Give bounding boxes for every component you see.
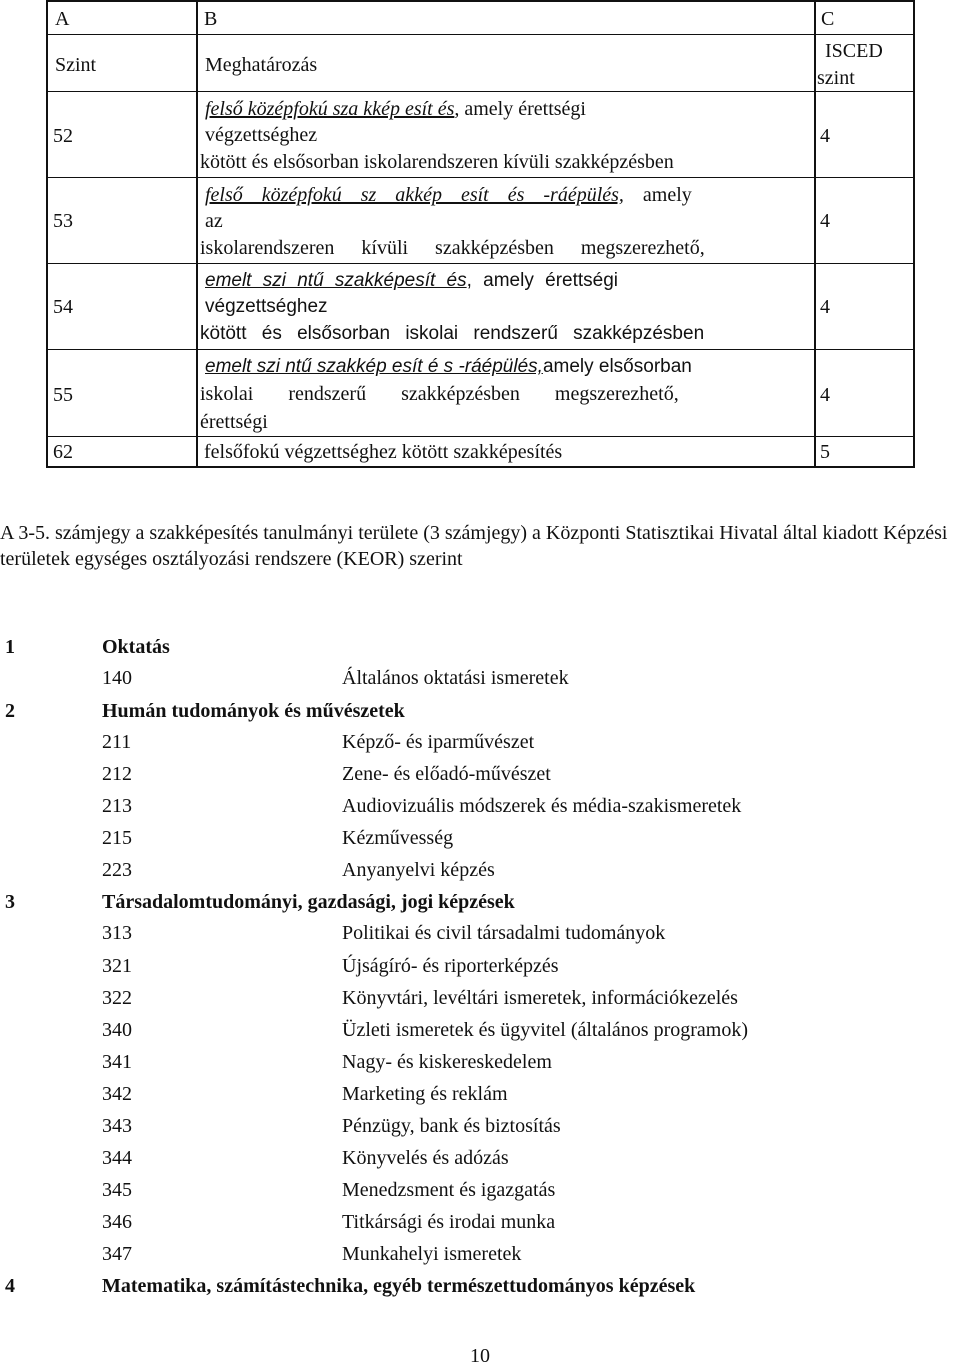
item-code: 212	[102, 763, 132, 785]
row-definition-text: amely elsősorban	[542, 356, 692, 377]
row-definition-line	[205, 271, 618, 290]
keor-paragraph: A 3-5. számjegy a szakképesítés tanulmányi területe (3 számjegy) a Központi Statisztikai Hivatal által kiadott Képzési területek egységes osztályozási rendszere (KEOR) szerint	[0, 522, 948, 570]
item-code: 223	[102, 859, 132, 881]
table-border-right	[913, 0, 915, 468]
category-number: 3	[5, 891, 15, 913]
table-row-divider	[46, 349, 915, 350]
row-definition-text: , amely érettségi	[466, 270, 619, 291]
row-definition-line: végzettséghez	[205, 296, 328, 317]
row-isced: 4	[820, 296, 830, 318]
page-number: 10	[470, 1345, 490, 1367]
row-definition-line	[205, 185, 692, 205]
item-code: 347	[102, 1243, 132, 1265]
row-term: emelt szi ntű szakkép esít é s -ráépülés,	[205, 356, 543, 377]
item-name: Könyvelés és adózás	[342, 1147, 509, 1169]
column-header-c: C	[821, 8, 835, 30]
item-name: Marketing és reklám	[342, 1083, 508, 1105]
table-row-divider	[46, 263, 915, 264]
item-code: 346	[102, 1211, 132, 1233]
item-name: Titkársági és irodai munka	[342, 1211, 556, 1233]
category-title: Társadalomtudományi, gazdasági, jogi képzések	[102, 891, 515, 913]
row-term: felső középfokú sza kkép esít és	[205, 98, 455, 120]
table-border-col-b	[814, 0, 816, 468]
item-name: Nagy- és kiskereskedelem	[342, 1051, 552, 1073]
item-code: 343	[102, 1115, 132, 1137]
row-level: 53	[53, 210, 73, 232]
item-code: 213	[102, 795, 132, 817]
item-code: 321	[102, 955, 132, 977]
subheader-szint: Szint	[55, 54, 97, 76]
item-code: 342	[102, 1083, 132, 1105]
item-name: Menedzsment és igazgatás	[342, 1179, 556, 1201]
row-definition-text: , amely érettségi	[454, 98, 586, 120]
row-level: 52	[53, 125, 73, 147]
row-isced: 5	[820, 441, 830, 463]
item-code: 211	[102, 731, 132, 753]
row-term: felső középfokú sz akkép esít és -ráépülés,	[205, 184, 624, 206]
category-title: Humán tudományok és művészetek	[102, 700, 405, 722]
table-row-divider	[46, 177, 915, 178]
row-term: emelt szi ntű szakképesít és	[205, 270, 467, 291]
table-row-divider	[46, 91, 915, 92]
item-code: 322	[102, 987, 132, 1009]
column-header-b: B	[204, 8, 218, 30]
row-isced: 4	[820, 210, 830, 232]
category-number: 4	[5, 1275, 15, 1297]
item-name: Képző- és iparművészet	[342, 731, 535, 753]
item-name: Pénzügy, bank és biztosítás	[342, 1115, 561, 1137]
item-name: Zene- és előadó-művészet	[342, 763, 551, 785]
row-definition-line: felsőfokú végzettséghez kötött szakképesítés	[204, 441, 563, 463]
item-name: Munkahelyi ismeretek	[342, 1243, 522, 1265]
item-code: 140	[102, 667, 132, 689]
row-isced: 4	[820, 125, 830, 147]
table-border-top	[46, 0, 915, 2]
category-title: Matematika, számítástechnika, egyéb természettudományos képzések	[102, 1275, 696, 1297]
item-code: 344	[102, 1147, 132, 1169]
table-border-bottom	[46, 466, 915, 468]
item-code: 345	[102, 1179, 132, 1201]
row-level: 62	[53, 441, 73, 463]
row-definition-line: kötött és elsősorban iskolai rendszerű szakképzésben	[200, 323, 705, 344]
row-definition-line	[205, 99, 586, 119]
item-code: 340	[102, 1019, 132, 1041]
item-name: Üzleti ismeretek és ügyvitel (általános programok)	[342, 1019, 748, 1041]
category-number: 2	[5, 700, 15, 722]
row-definition-line: iskolarendszeren kívüli szakképzésben megszerezhető,	[200, 237, 705, 259]
item-name: Újságíró- és riporterképzés	[342, 955, 559, 977]
item-name: Általános oktatási ismeretek	[342, 667, 569, 689]
item-name: Kézművesség	[342, 827, 454, 849]
row-definition-line	[205, 357, 692, 376]
category-number: 1	[5, 636, 15, 658]
item-name: Politikai és civil társadalmi tudományok	[342, 922, 666, 944]
table-border-col-a	[196, 0, 198, 468]
row-level: 54	[53, 296, 73, 318]
table-row-divider	[46, 436, 915, 437]
item-code: 313	[102, 922, 132, 944]
row-definition-line: végzettséghez	[205, 124, 318, 146]
item-code: 215	[102, 827, 132, 849]
row-definition-line: az	[205, 210, 223, 232]
item-name: Anyanyelvi képzés	[342, 859, 495, 881]
subheader-isced: ISCED	[825, 40, 883, 62]
row-definition-line: iskolai rendszerű szakképzésben megszerezhető,	[200, 383, 679, 405]
row-definition-line: kötött és elsősorban iskolarendszeren kívüli szakképzésben	[200, 151, 674, 173]
item-code: 341	[102, 1051, 132, 1073]
subheader-meghatarozas: Meghatározás	[205, 54, 318, 76]
row-isced: 4	[820, 384, 830, 406]
item-name: Könyvtári, levéltári ismeretek, információkezelés	[342, 987, 738, 1009]
row-definition-line: érettségi	[200, 411, 268, 433]
category-title: Oktatás	[102, 636, 170, 658]
table-row-divider	[46, 34, 915, 35]
item-name: Audiovizuális módszerek és média-szakismeretek	[342, 795, 742, 817]
table-border-left	[46, 0, 48, 468]
column-header-a: A	[55, 8, 70, 30]
row-definition-text: amely	[642, 184, 692, 206]
subheader-isced-szint: szint	[817, 67, 855, 89]
row-level: 55	[53, 384, 73, 406]
